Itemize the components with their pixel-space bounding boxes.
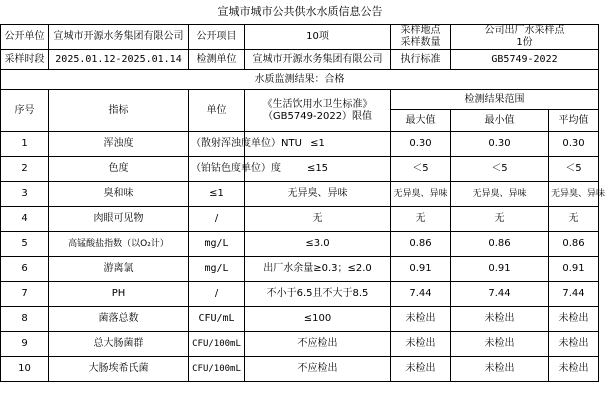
row-limit: ≤100 [245,307,391,332]
row-max: 0.30 [391,132,451,157]
sample-count-label: 采样数量 [400,37,441,48]
row-unit: （铂钴色度单位）度 [189,157,245,182]
row-seq: 9 [1,332,49,357]
table-row [1,307,599,332]
sample-location-value: 公司出厂水采样点 [484,25,565,36]
table-row [1,207,599,232]
table-row [1,132,599,157]
row-indicator: 总大肠菌群 [49,332,189,357]
row-max: 无异臭、异味 [391,182,451,207]
row-min: 0.91 [451,257,549,282]
row-indicator: 色度 [49,157,189,182]
row-min: 无异臭、异味 [451,182,549,207]
row-max: 未检出 [391,307,451,332]
header-range: 检测结果范围 [391,90,599,110]
row-seq: 4 [1,207,49,232]
unit-label: 公开单位 [1,25,49,50]
row-indicator: 臭和味 [49,182,189,207]
row-indicator: 高锰酸盐指数（以O₂计） [49,232,189,257]
row-limit: 无异臭、异味 [245,182,391,207]
period-value: 2025.01.12-2025.01.14 [49,50,189,70]
row-min: 未检出 [451,357,549,382]
header-seq: 序号 [1,90,49,132]
row-max: 0.86 [391,232,451,257]
row-limit: 不应检出 [245,332,391,357]
standard-label: 执行标准 [391,50,451,70]
row-limit: ≤1 [245,132,391,157]
row-max: 未检出 [391,332,451,357]
row-seq: 2 [1,157,49,182]
row-indicator: 大肠埃希氏菌 [49,357,189,382]
row-seq: 7 [1,282,49,307]
project-label: 公开项目 [189,25,245,50]
row-max: 未检出 [391,357,451,382]
header-indicator: 指标 [49,90,189,132]
header-limit-line1: 《生活饮用水卫生标准》 [262,98,373,110]
table-row [1,282,599,307]
row-limit: 不应检出 [245,357,391,382]
row-indicator: 肉眼可见物 [49,207,189,232]
row-max: 7.44 [391,282,451,307]
row-avg: 无 [549,207,599,232]
result-row [1,70,599,90]
row-avg: 7.44 [549,282,599,307]
row-unit: CFU/100mL [189,357,245,382]
row-seq: 8 [1,307,49,332]
test-unit-value: 宣城市开源水务集团有限公司 [245,50,391,70]
row-min: 0.86 [451,232,549,257]
page-title: 宣城市城市公共供水水质信息公告 [217,5,383,18]
row-min: 7.44 [451,282,549,307]
row-min: 0.30 [451,132,549,157]
row-seq: 3 [1,182,49,207]
header-max: 最大值 [391,110,451,132]
row-indicator: 游离氯 [49,257,189,282]
row-unit: （散射浑浊度单位）NTU [189,132,245,157]
row-indicator: 浑浊度 [49,132,189,157]
info-row-2 [1,50,599,70]
water-quality-table [0,24,605,382]
row-indicator: 菌落总数 [49,307,189,332]
row-indicator: PH [49,282,189,307]
row-avg: ＜5 [549,157,599,182]
row-seq: 10 [1,357,49,382]
header-min: 最小值 [451,110,549,132]
row-limit: 出厂水余量≥0.3；≤2.0 [245,257,391,282]
row-unit: CFU/mL [189,307,245,332]
header-limit-line2: （GB5749-2022）限值 [262,110,373,122]
project-value: 10项 [245,25,391,50]
row-limit: ≤15 [245,157,391,182]
unit-value: 宣城市开源水务集团有限公司 [49,25,189,50]
row-avg: 无异臭、异味 [549,182,599,207]
table-row [1,257,599,282]
row-avg: 未检出 [549,357,599,382]
header-avg: 平均值 [549,110,599,132]
header-limit [245,90,391,132]
row-unit: mg/L [189,232,245,257]
result-line: 水质监测结果：合格 [1,70,599,90]
row-max: 无 [391,207,451,232]
row-avg: 0.91 [549,257,599,282]
sample-location-label: 采样地点 [400,25,441,36]
row-avg: 未检出 [549,307,599,332]
row-max: ＜5 [391,157,451,182]
row-unit: / [189,207,245,232]
info-row-1 [1,25,599,50]
table-row [1,232,599,257]
row-limit: 不小于6.5且不大于8.5 [245,282,391,307]
header-row-1 [1,90,599,110]
row-seq: 6 [1,257,49,282]
table-row [1,332,599,357]
row-avg: 未检出 [549,332,599,357]
row-avg: 0.86 [549,232,599,257]
sample-label [391,25,451,50]
row-min: 无 [451,207,549,232]
row-unit: / [189,282,245,307]
row-seq: 1 [1,132,49,157]
row-seq: 5 [1,232,49,257]
table-row [1,357,599,382]
row-unit: ≤1 [189,182,245,207]
row-min: 未检出 [451,307,549,332]
table-row [1,157,599,182]
sample-count-value: 1份 [516,37,533,48]
standard-value: GB5749-2022 [451,50,599,70]
header-unit: 单位 [189,90,245,132]
row-avg: 0.30 [549,132,599,157]
row-limit: ≤3.0 [245,232,391,257]
row-max: 0.91 [391,257,451,282]
row-min: ＜5 [451,157,549,182]
row-unit: mg/L [189,257,245,282]
table-row [1,182,599,207]
sample-value [451,25,599,50]
row-min: 未检出 [451,332,549,357]
test-unit-label: 检测单位 [189,50,245,70]
row-unit: CFU/100mL [189,332,245,357]
period-label: 采样时段 [1,50,49,70]
row-limit: 无 [245,207,391,232]
